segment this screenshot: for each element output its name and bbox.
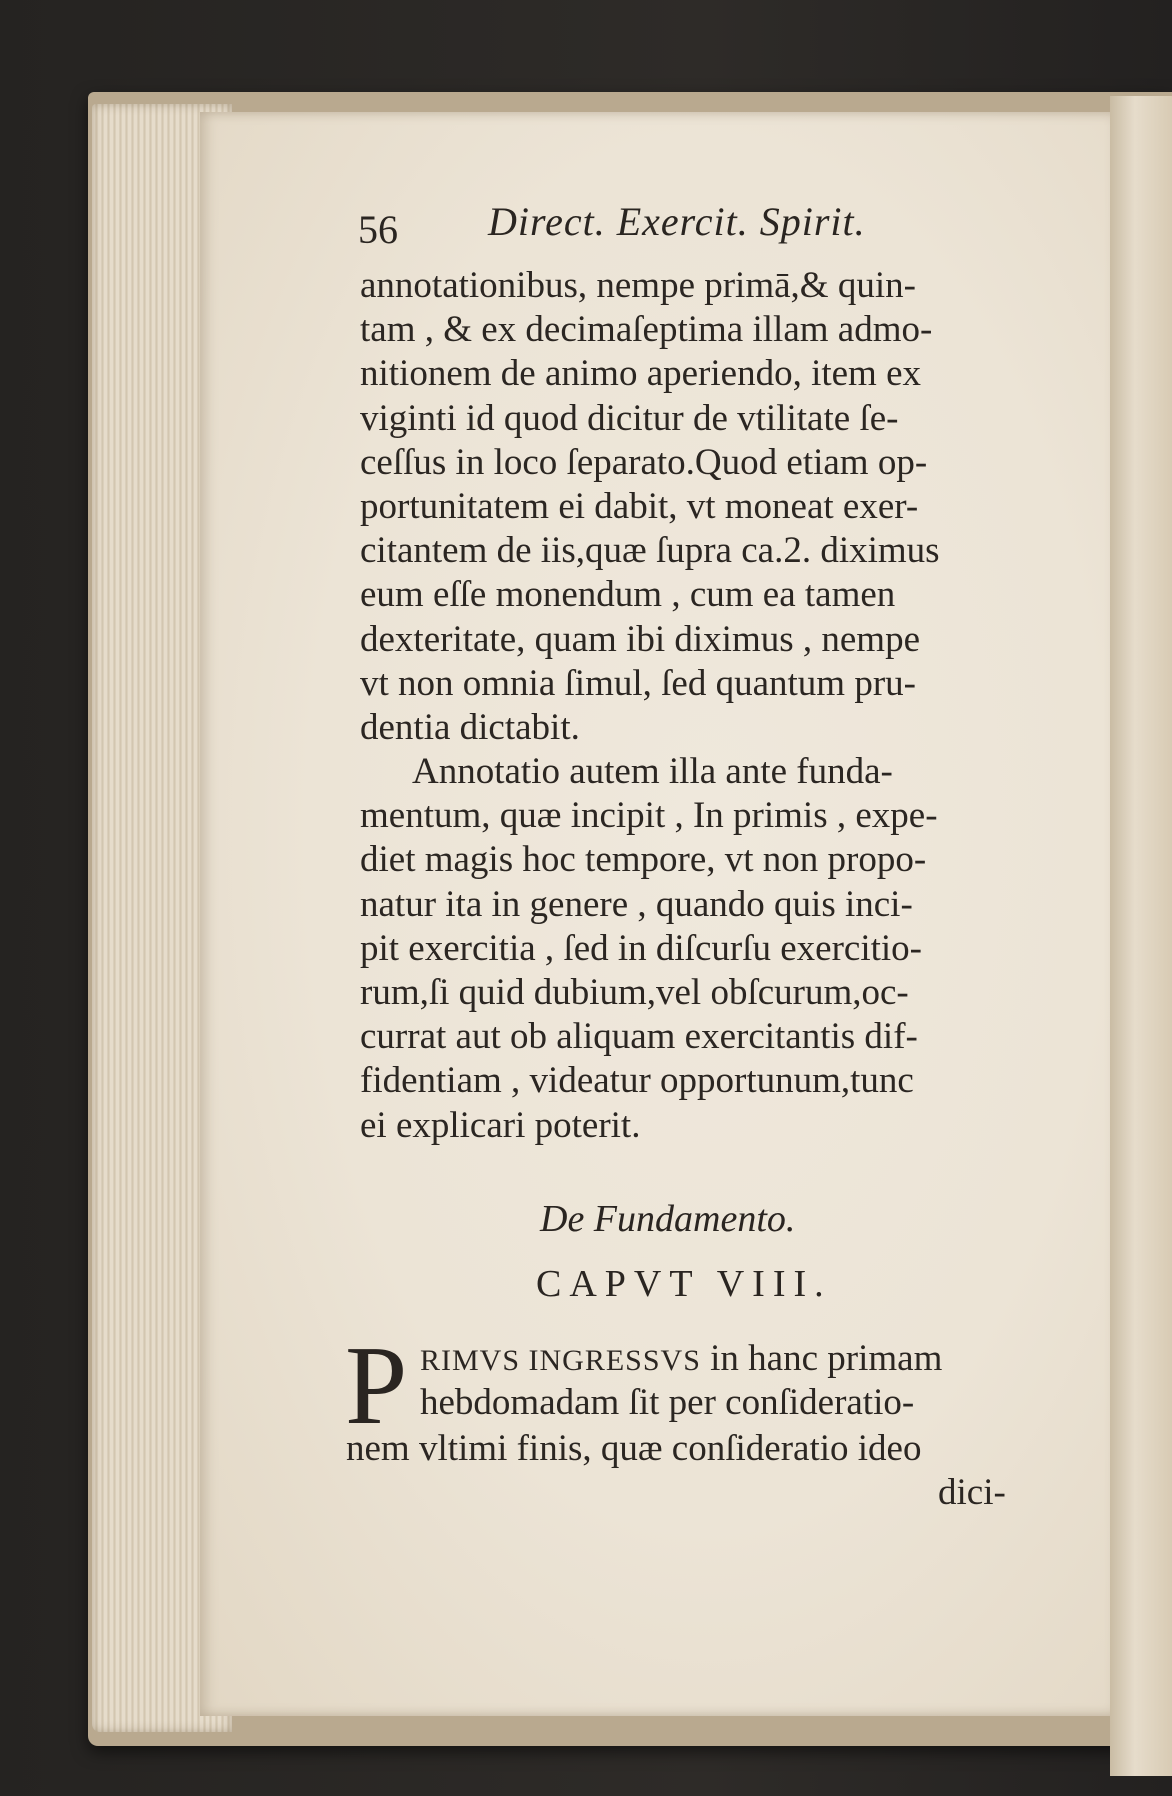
text-line: mentum, quæ incipit , In primis , expe- (360, 795, 938, 837)
paragraph-start-line: Annotatio autem illa ante funda- (412, 751, 893, 793)
chapter-heading (536, 1262, 832, 1306)
text-line: fidentiam , videatur opportunum,tunc (360, 1060, 914, 1102)
text-line: tam , & ex decimaſeptima illam admo- (360, 309, 933, 351)
text-line: ei explicari poterit. (360, 1104, 641, 1146)
drop-cap: P (345, 1324, 408, 1448)
facing-page-edge (1110, 96, 1172, 1776)
page-number: 56 (358, 207, 398, 252)
text-line: viginti id quod dicitur de vtilitate ſe- (360, 397, 899, 439)
text-line: pit exercitia , ſed in diſcurſu exercitio- (360, 927, 922, 969)
text-line: portunitatem ei dabit, vt moneat exer- (360, 485, 919, 527)
smallcaps-opening: RIMVS INGRESSVS (420, 1344, 701, 1377)
text-run: in hanc primam (710, 1338, 943, 1379)
running-title: Direct. Exercit. Spirit. (488, 199, 866, 244)
text-line: nitionem de animo aperiendo, item ex (360, 353, 921, 395)
text-line: vt non omnia ſimul, ſed quantum pru- (360, 662, 916, 704)
text-line: natur ita in genere , quando quis inci- (360, 883, 913, 925)
section-title: De Fundamento. (540, 1198, 796, 1240)
text-line: currat aut ob aliquam exercitantis dif- (360, 1016, 918, 1058)
running-head (358, 198, 1058, 254)
chapter-opening-text (420, 1336, 1040, 1424)
chapter-word: CAPVT (536, 1263, 700, 1305)
text-line: hebdomadam ſit per conſideratio- (420, 1382, 915, 1424)
catchword: dici- (938, 1472, 1006, 1513)
chapter-continuation (346, 1426, 1046, 1470)
text-line: eum eſſe monendum , cum ea tamen (360, 574, 896, 616)
text-line: citantem de iis,quæ ſupra ca.2. diximus (360, 530, 940, 572)
text-line: dexteritate, quam ibi diximus , nempe (360, 618, 921, 660)
text-line: ceſſus in loco ſeparato.Quod etiam op- (360, 441, 928, 483)
body-text (360, 264, 1036, 1148)
text-line (420, 1336, 1040, 1380)
text-line: diet magis hoc tempore, vt non propo- (360, 839, 927, 881)
chapter-number: VIII. (716, 1263, 832, 1305)
text-line: nem vltimi finis, quæ conſideratio ideo (346, 1428, 922, 1469)
text-line: annotationibus, nempe primā,& quin- (360, 265, 916, 306)
text-line: dentia dictabit. (360, 706, 580, 748)
text-line: rum,ſi quid dubium,vel obſcurum,oc- (360, 972, 909, 1013)
